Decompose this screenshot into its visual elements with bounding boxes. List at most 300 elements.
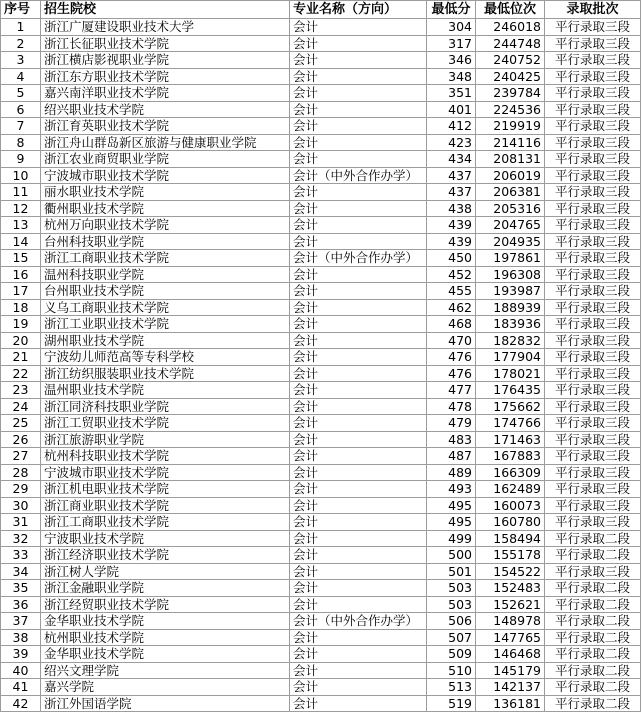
cell-school: 湖州职业技术学院 bbox=[41, 332, 290, 349]
table-row bbox=[1, 613, 641, 630]
cell-index: 19 bbox=[1, 316, 41, 333]
cell-major: 会计 bbox=[290, 398, 427, 415]
cell-major: 会计 bbox=[290, 514, 427, 531]
cell-school: 浙江树人学院 bbox=[41, 563, 290, 580]
table-row bbox=[1, 134, 641, 151]
cell-school: 金华职业技术学院 bbox=[41, 613, 290, 630]
cell-batch: 平行录取二段 bbox=[545, 580, 641, 597]
cell-min-rank: 205316 bbox=[476, 200, 545, 217]
cell-min-rank: 239784 bbox=[476, 85, 545, 102]
cell-school: 浙江舟山群岛新区旅游与健康职业学院 bbox=[41, 134, 290, 151]
cell-min-score: 500 bbox=[427, 547, 476, 564]
cell-batch: 平行录取二段 bbox=[545, 629, 641, 646]
cell-major: 会计（中外合作办学） bbox=[290, 250, 427, 267]
cell-min-score: 513 bbox=[427, 679, 476, 696]
cell-min-score: 470 bbox=[427, 332, 476, 349]
cell-min-rank: 197861 bbox=[476, 250, 545, 267]
cell-major: 会计 bbox=[290, 662, 427, 679]
cell-min-rank: 177904 bbox=[476, 349, 545, 366]
cell-min-rank: 148978 bbox=[476, 613, 545, 630]
table-row bbox=[1, 514, 641, 531]
cell-min-score: 479 bbox=[427, 415, 476, 432]
cell-major: 会计 bbox=[290, 448, 427, 465]
cell-min-score: 438 bbox=[427, 200, 476, 217]
cell-school: 浙江经济职业技术学院 bbox=[41, 547, 290, 564]
table-row bbox=[1, 365, 641, 382]
cell-index: 16 bbox=[1, 266, 41, 283]
cell-school: 浙江外国语学院 bbox=[41, 695, 290, 712]
header-batch: 录取批次 bbox=[545, 1, 641, 19]
cell-min-score: 495 bbox=[427, 497, 476, 514]
cell-school: 丽水职业技术学院 bbox=[41, 184, 290, 201]
cell-batch: 平行录取三段 bbox=[545, 497, 641, 514]
cell-batch: 平行录取三段 bbox=[545, 233, 641, 250]
cell-min-score: 439 bbox=[427, 217, 476, 234]
cell-major: 会计 bbox=[290, 52, 427, 69]
cell-index: 5 bbox=[1, 85, 41, 102]
cell-batch: 平行录取三段 bbox=[545, 134, 641, 151]
table-row bbox=[1, 151, 641, 168]
cell-major: 会计 bbox=[290, 382, 427, 399]
table-row bbox=[1, 19, 641, 36]
cell-min-score: 487 bbox=[427, 448, 476, 465]
cell-major: 会计 bbox=[290, 151, 427, 168]
cell-school: 嘉兴南洋职业技术学院 bbox=[41, 85, 290, 102]
table-row bbox=[1, 299, 641, 316]
cell-min-rank: 167883 bbox=[476, 448, 545, 465]
cell-min-rank: 166309 bbox=[476, 464, 545, 481]
cell-batch: 平行录取三段 bbox=[545, 167, 641, 184]
cell-min-rank: 182832 bbox=[476, 332, 545, 349]
header-row bbox=[1, 1, 641, 19]
cell-school: 浙江机电职业技术学院 bbox=[41, 481, 290, 498]
cell-batch: 平行录取三段 bbox=[545, 398, 641, 415]
cell-school: 杭州万向职业技术学院 bbox=[41, 217, 290, 234]
table-row bbox=[1, 382, 641, 399]
cell-min-rank: 158494 bbox=[476, 530, 545, 547]
table-row bbox=[1, 35, 641, 52]
cell-batch: 平行录取三段 bbox=[545, 101, 641, 118]
cell-index: 18 bbox=[1, 299, 41, 316]
cell-index: 23 bbox=[1, 382, 41, 399]
cell-batch: 平行录取三段 bbox=[545, 448, 641, 465]
cell-batch: 平行录取三段 bbox=[545, 563, 641, 580]
cell-major: 会计 bbox=[290, 266, 427, 283]
cell-batch: 平行录取三段 bbox=[545, 200, 641, 217]
cell-major: 会计 bbox=[290, 563, 427, 580]
cell-school: 绍兴职业技术学院 bbox=[41, 101, 290, 118]
table-row bbox=[1, 101, 641, 118]
cell-min-rank: 204935 bbox=[476, 233, 545, 250]
cell-min-score: 468 bbox=[427, 316, 476, 333]
table-row bbox=[1, 662, 641, 679]
cell-min-score: 477 bbox=[427, 382, 476, 399]
cell-major: 会计 bbox=[290, 299, 427, 316]
table-row bbox=[1, 316, 641, 333]
cell-index: 8 bbox=[1, 134, 41, 151]
cell-index: 26 bbox=[1, 431, 41, 448]
cell-major: 会计 bbox=[290, 316, 427, 333]
cell-min-rank: 183936 bbox=[476, 316, 545, 333]
table-row bbox=[1, 200, 641, 217]
cell-major: 会计 bbox=[290, 431, 427, 448]
cell-batch: 平行录取三段 bbox=[545, 283, 641, 300]
cell-batch: 平行录取二段 bbox=[545, 596, 641, 613]
cell-index: 25 bbox=[1, 415, 41, 432]
cell-index: 12 bbox=[1, 200, 41, 217]
cell-min-score: 506 bbox=[427, 613, 476, 630]
cell-major: 会计 bbox=[290, 35, 427, 52]
cell-major: 会计 bbox=[290, 530, 427, 547]
cell-min-score: 507 bbox=[427, 629, 476, 646]
cell-index: 37 bbox=[1, 613, 41, 630]
table-row bbox=[1, 283, 641, 300]
cell-batch: 平行录取三段 bbox=[545, 266, 641, 283]
cell-batch: 平行录取二段 bbox=[545, 547, 641, 564]
cell-major: 会计 bbox=[290, 85, 427, 102]
cell-min-rank: 147765 bbox=[476, 629, 545, 646]
cell-index: 17 bbox=[1, 283, 41, 300]
table-row bbox=[1, 530, 641, 547]
cell-index: 11 bbox=[1, 184, 41, 201]
cell-batch: 平行录取三段 bbox=[545, 184, 641, 201]
cell-major: 会计 bbox=[290, 629, 427, 646]
cell-major: 会计 bbox=[290, 233, 427, 250]
cell-index: 33 bbox=[1, 547, 41, 564]
cell-min-score: 452 bbox=[427, 266, 476, 283]
cell-batch: 平行录取二段 bbox=[545, 646, 641, 663]
header-major: 专业名称（方向） bbox=[290, 1, 427, 19]
cell-min-score: 495 bbox=[427, 514, 476, 531]
cell-major: 会计 bbox=[290, 217, 427, 234]
header-school: 招生院校 bbox=[41, 1, 290, 19]
table-body bbox=[1, 19, 641, 712]
cell-index: 15 bbox=[1, 250, 41, 267]
cell-major: 会计 bbox=[290, 349, 427, 366]
cell-index: 38 bbox=[1, 629, 41, 646]
cell-min-rank: 174766 bbox=[476, 415, 545, 432]
cell-school: 义乌工商职业技术学院 bbox=[41, 299, 290, 316]
cell-major: 会计 bbox=[290, 134, 427, 151]
cell-index: 40 bbox=[1, 662, 41, 679]
cell-index: 34 bbox=[1, 563, 41, 580]
cell-batch: 平行录取三段 bbox=[545, 19, 641, 36]
cell-batch: 平行录取三段 bbox=[545, 118, 641, 135]
table-row bbox=[1, 118, 641, 135]
cell-min-rank: 145179 bbox=[476, 662, 545, 679]
cell-min-rank: 240425 bbox=[476, 68, 545, 85]
cell-school: 浙江纺织服装职业技术学院 bbox=[41, 365, 290, 382]
table-row bbox=[1, 184, 641, 201]
cell-index: 6 bbox=[1, 101, 41, 118]
table-row bbox=[1, 250, 641, 267]
cell-major: 会计 bbox=[290, 332, 427, 349]
cell-index: 7 bbox=[1, 118, 41, 135]
cell-min-rank: 162489 bbox=[476, 481, 545, 498]
cell-min-score: 503 bbox=[427, 580, 476, 597]
cell-min-score: 450 bbox=[427, 250, 476, 267]
cell-min-rank: 224536 bbox=[476, 101, 545, 118]
cell-major: 会计 bbox=[290, 200, 427, 217]
cell-major: 会计 bbox=[290, 365, 427, 382]
cell-school: 浙江长征职业技术学院 bbox=[41, 35, 290, 52]
cell-min-rank: 244748 bbox=[476, 35, 545, 52]
cell-min-score: 476 bbox=[427, 349, 476, 366]
cell-min-score: 412 bbox=[427, 118, 476, 135]
table-row bbox=[1, 431, 641, 448]
cell-batch: 平行录取三段 bbox=[545, 85, 641, 102]
cell-min-rank: 160780 bbox=[476, 514, 545, 531]
cell-batch: 平行录取三段 bbox=[545, 299, 641, 316]
table-row bbox=[1, 695, 641, 712]
cell-index: 39 bbox=[1, 646, 41, 663]
cell-min-score: 501 bbox=[427, 563, 476, 580]
table-row bbox=[1, 85, 641, 102]
cell-school: 宁波职业技术学院 bbox=[41, 530, 290, 547]
cell-min-score: 423 bbox=[427, 134, 476, 151]
table-row bbox=[1, 398, 641, 415]
cell-index: 2 bbox=[1, 35, 41, 52]
cell-min-score: 401 bbox=[427, 101, 476, 118]
cell-index: 14 bbox=[1, 233, 41, 250]
table-row bbox=[1, 52, 641, 69]
cell-min-score: 483 bbox=[427, 431, 476, 448]
cell-min-score: 455 bbox=[427, 283, 476, 300]
table-row bbox=[1, 679, 641, 696]
cell-major: 会计 bbox=[290, 695, 427, 712]
cell-index: 3 bbox=[1, 52, 41, 69]
cell-min-score: 437 bbox=[427, 184, 476, 201]
cell-min-rank: 136181 bbox=[476, 695, 545, 712]
cell-index: 35 bbox=[1, 580, 41, 597]
cell-major: 会计 bbox=[290, 118, 427, 135]
cell-min-score: 478 bbox=[427, 398, 476, 415]
cell-index: 31 bbox=[1, 514, 41, 531]
cell-school: 浙江横店影视职业学院 bbox=[41, 52, 290, 69]
cell-major: 会计 bbox=[290, 68, 427, 85]
cell-school: 温州科技职业学院 bbox=[41, 266, 290, 283]
header-min-score: 最低分 bbox=[427, 1, 476, 19]
table-row bbox=[1, 481, 641, 498]
table-row bbox=[1, 563, 641, 580]
cell-batch: 平行录取三段 bbox=[545, 217, 641, 234]
cell-batch: 平行录取二段 bbox=[545, 679, 641, 696]
cell-major: 会计 bbox=[290, 101, 427, 118]
cell-major: 会计 bbox=[290, 481, 427, 498]
cell-school: 浙江育英职业技术学院 bbox=[41, 118, 290, 135]
cell-index: 41 bbox=[1, 679, 41, 696]
cell-major: 会计 bbox=[290, 580, 427, 597]
cell-min-rank: 171463 bbox=[476, 431, 545, 448]
cell-school: 浙江经贸职业技术学院 bbox=[41, 596, 290, 613]
cell-min-score: 519 bbox=[427, 695, 476, 712]
table-row bbox=[1, 349, 641, 366]
cell-school: 绍兴文理学院 bbox=[41, 662, 290, 679]
table-row bbox=[1, 547, 641, 564]
cell-min-rank: 214116 bbox=[476, 134, 545, 151]
cell-major: 会计（中外合作办学） bbox=[290, 167, 427, 184]
cell-batch: 平行录取三段 bbox=[545, 52, 641, 69]
cell-major: 会计（中外合作办学） bbox=[290, 613, 427, 630]
cell-batch: 平行录取三段 bbox=[545, 332, 641, 349]
cell-batch: 平行录取三段 bbox=[545, 514, 641, 531]
cell-min-score: 351 bbox=[427, 85, 476, 102]
cell-school: 浙江东方职业技术学院 bbox=[41, 68, 290, 85]
table-row bbox=[1, 167, 641, 184]
cell-school: 浙江旅游职业学院 bbox=[41, 431, 290, 448]
table-row bbox=[1, 646, 641, 663]
cell-index: 29 bbox=[1, 481, 41, 498]
cell-min-score: 304 bbox=[427, 19, 476, 36]
cell-min-rank: 206019 bbox=[476, 167, 545, 184]
cell-index: 36 bbox=[1, 596, 41, 613]
cell-major: 会计 bbox=[290, 646, 427, 663]
cell-batch: 平行录取三段 bbox=[545, 431, 641, 448]
cell-school: 浙江工商职业技术学院 bbox=[41, 514, 290, 531]
cell-index: 13 bbox=[1, 217, 41, 234]
cell-min-rank: 142137 bbox=[476, 679, 545, 696]
cell-min-score: 437 bbox=[427, 167, 476, 184]
table-row bbox=[1, 580, 641, 597]
cell-school: 温州职业技术学院 bbox=[41, 382, 290, 399]
cell-min-rank: 193987 bbox=[476, 283, 545, 300]
cell-school: 浙江工业职业技术学院 bbox=[41, 316, 290, 333]
cell-major: 会计 bbox=[290, 679, 427, 696]
cell-min-score: 348 bbox=[427, 68, 476, 85]
cell-index: 20 bbox=[1, 332, 41, 349]
cell-school: 金华职业技术学院 bbox=[41, 646, 290, 663]
cell-min-rank: 240752 bbox=[476, 52, 545, 69]
cell-min-score: 439 bbox=[427, 233, 476, 250]
cell-batch: 平行录取三段 bbox=[545, 316, 641, 333]
cell-min-rank: 204765 bbox=[476, 217, 545, 234]
cell-min-rank: 155178 bbox=[476, 547, 545, 564]
cell-min-rank: 188939 bbox=[476, 299, 545, 316]
cell-min-rank: 152621 bbox=[476, 596, 545, 613]
header-min-rank: 最低位次 bbox=[476, 1, 545, 19]
cell-min-rank: 196308 bbox=[476, 266, 545, 283]
cell-min-rank: 146468 bbox=[476, 646, 545, 663]
cell-index: 4 bbox=[1, 68, 41, 85]
cell-index: 22 bbox=[1, 365, 41, 382]
cell-batch: 平行录取三段 bbox=[545, 464, 641, 481]
table-row bbox=[1, 332, 641, 349]
cell-school: 杭州职业技术学院 bbox=[41, 629, 290, 646]
cell-major: 会计 bbox=[290, 283, 427, 300]
cell-school: 衢州职业技术学院 bbox=[41, 200, 290, 217]
table-row bbox=[1, 266, 641, 283]
table-row bbox=[1, 497, 641, 514]
cell-school: 宁波城市职业技术学院 bbox=[41, 464, 290, 481]
cell-school: 浙江工贸职业技术学院 bbox=[41, 415, 290, 432]
cell-min-score: 510 bbox=[427, 662, 476, 679]
cell-school: 台州科技职业学院 bbox=[41, 233, 290, 250]
cell-major: 会计 bbox=[290, 497, 427, 514]
cell-min-rank: 178021 bbox=[476, 365, 545, 382]
cell-index: 42 bbox=[1, 695, 41, 712]
cell-min-score: 503 bbox=[427, 596, 476, 613]
cell-school: 浙江金融职业学院 bbox=[41, 580, 290, 597]
cell-school: 浙江农业商贸职业学院 bbox=[41, 151, 290, 168]
cell-index: 9 bbox=[1, 151, 41, 168]
cell-min-rank: 208131 bbox=[476, 151, 545, 168]
cell-batch: 平行录取三段 bbox=[545, 250, 641, 267]
cell-school: 浙江同济科技职业学院 bbox=[41, 398, 290, 415]
cell-major: 会计 bbox=[290, 19, 427, 36]
cell-batch: 平行录取三段 bbox=[545, 382, 641, 399]
cell-index: 1 bbox=[1, 19, 41, 36]
cell-min-score: 317 bbox=[427, 35, 476, 52]
cell-min-score: 462 bbox=[427, 299, 476, 316]
cell-min-rank: 152483 bbox=[476, 580, 545, 597]
cell-min-rank: 219919 bbox=[476, 118, 545, 135]
cell-batch: 平行录取三段 bbox=[545, 68, 641, 85]
cell-batch: 平行录取三段 bbox=[545, 151, 641, 168]
table-row bbox=[1, 596, 641, 613]
cell-index: 10 bbox=[1, 167, 41, 184]
cell-min-score: 434 bbox=[427, 151, 476, 168]
table-row bbox=[1, 464, 641, 481]
cell-major: 会计 bbox=[290, 547, 427, 564]
header-index: 序号 bbox=[1, 1, 41, 19]
cell-min-score: 499 bbox=[427, 530, 476, 547]
cell-school: 台州职业技术学院 bbox=[41, 283, 290, 300]
cell-major: 会计 bbox=[290, 415, 427, 432]
table-row bbox=[1, 448, 641, 465]
cell-batch: 平行录取二段 bbox=[545, 613, 641, 630]
cell-min-rank: 176435 bbox=[476, 382, 545, 399]
cell-index: 24 bbox=[1, 398, 41, 415]
cell-batch: 平行录取三段 bbox=[545, 481, 641, 498]
cell-school: 宁波城市职业技术学院 bbox=[41, 167, 290, 184]
cell-index: 30 bbox=[1, 497, 41, 514]
cell-major: 会计 bbox=[290, 464, 427, 481]
cell-batch: 平行录取二段 bbox=[545, 530, 641, 547]
cell-school: 嘉兴学院 bbox=[41, 679, 290, 696]
cell-min-rank: 206381 bbox=[476, 184, 545, 201]
table-row bbox=[1, 233, 641, 250]
cell-min-rank: 154522 bbox=[476, 563, 545, 580]
cell-index: 27 bbox=[1, 448, 41, 465]
cell-min-rank: 160073 bbox=[476, 497, 545, 514]
table-row bbox=[1, 68, 641, 85]
cell-batch: 平行录取三段 bbox=[545, 415, 641, 432]
cell-batch: 平行录取三段 bbox=[545, 365, 641, 382]
cell-batch: 平行录取二段 bbox=[545, 662, 641, 679]
cell-min-score: 493 bbox=[427, 481, 476, 498]
cell-index: 21 bbox=[1, 349, 41, 366]
cell-min-score: 346 bbox=[427, 52, 476, 69]
cell-school: 浙江工商职业技术学院 bbox=[41, 250, 290, 267]
table-row bbox=[1, 217, 641, 234]
cell-min-score: 489 bbox=[427, 464, 476, 481]
cell-major: 会计 bbox=[290, 184, 427, 201]
cell-school: 杭州科技职业技术学院 bbox=[41, 448, 290, 465]
cell-batch: 平行录取三段 bbox=[545, 35, 641, 52]
cell-batch: 平行录取二段 bbox=[545, 695, 641, 712]
cell-min-rank: 246018 bbox=[476, 19, 545, 36]
cell-index: 32 bbox=[1, 530, 41, 547]
cell-index: 28 bbox=[1, 464, 41, 481]
cell-major: 会计 bbox=[290, 596, 427, 613]
table-row bbox=[1, 415, 641, 432]
cell-min-score: 476 bbox=[427, 365, 476, 382]
cell-school: 宁波幼儿师范高等专科学校 bbox=[41, 349, 290, 366]
table-row bbox=[1, 629, 641, 646]
cell-batch: 平行录取三段 bbox=[545, 349, 641, 366]
cell-min-rank: 175662 bbox=[476, 398, 545, 415]
cell-min-score: 509 bbox=[427, 646, 476, 663]
